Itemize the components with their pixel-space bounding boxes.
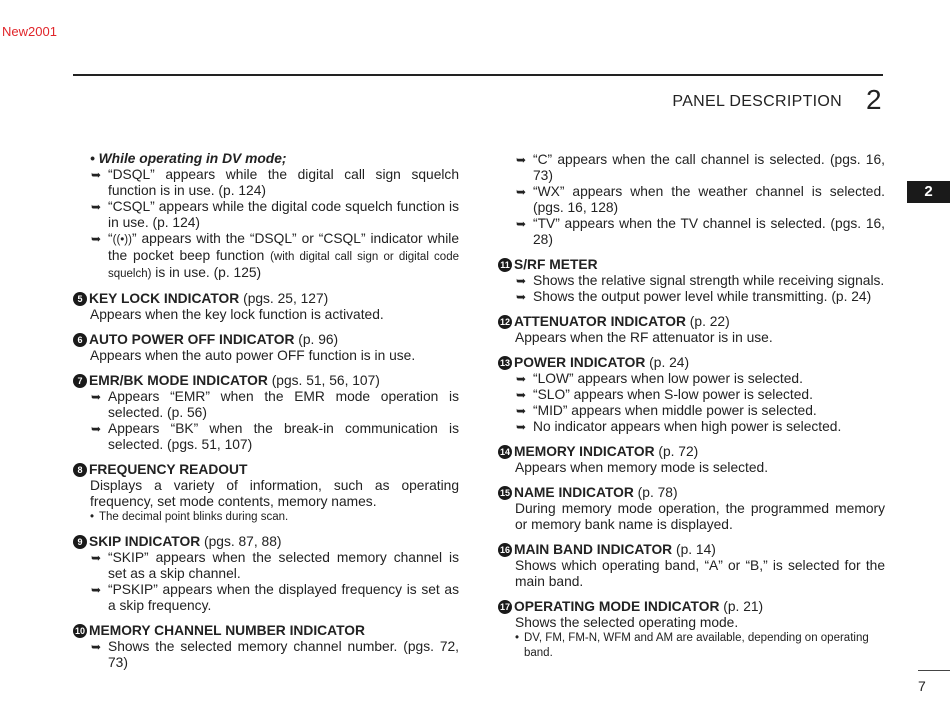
section-body: Appears when the key lock function is activated. xyxy=(90,307,384,322)
arrow-icon: ➥ xyxy=(516,388,527,402)
list-item xyxy=(498,289,885,305)
section-title: MEMORY CHANNEL NUMBER INDICATOR xyxy=(89,623,365,638)
arrow-icon: ➥ xyxy=(91,232,102,246)
pocket-beep-icon: ((•)) xyxy=(112,234,132,246)
item-text: “CSQL” appears while the digital code squelch function is in use. (p. 124) xyxy=(108,199,459,230)
section-power xyxy=(498,355,885,435)
dv-mode-section xyxy=(73,151,459,282)
section-s-rf-meter xyxy=(498,257,885,305)
list-item xyxy=(498,273,885,289)
number-badge: 14 xyxy=(499,447,510,457)
item-text: “PSKIP” appears when the displayed frequency is set as a skip frequency. xyxy=(108,582,459,613)
footer-rule xyxy=(918,670,950,671)
list-item xyxy=(73,550,459,582)
list-item xyxy=(498,387,885,403)
page-ref: (p. 72) xyxy=(658,444,699,459)
section-note: • The decimal point blinks during scan. xyxy=(90,511,289,523)
page-ref: (p. 21) xyxy=(723,599,764,614)
section-operating-mode xyxy=(498,599,885,661)
page-number: 7 xyxy=(918,678,926,694)
section-body: During memory mode operation, the programmed memory or memory bank name is displayed. xyxy=(515,501,885,532)
section-title: KEY LOCK INDICATOR xyxy=(89,291,240,306)
arrow-icon: ➥ xyxy=(516,274,527,288)
number-badge: 7 xyxy=(73,374,87,388)
item-text: Shows the selected memory channel number. (pgs. 72, 73) xyxy=(108,639,459,670)
number-badge: 12 xyxy=(499,317,510,327)
list-item xyxy=(498,403,885,419)
page-ref: (p. 96) xyxy=(298,332,339,347)
section-emr-bk xyxy=(73,373,459,453)
section-body: Displays a variety of information, such as operating frequency, set mode contents, memory names. xyxy=(90,478,459,509)
number-badge: 8 xyxy=(73,463,87,477)
item-text: “C” appears when the call channel is selected. (pgs. 16, 73) xyxy=(533,152,885,183)
page-ref: (pgs. 25, 127) xyxy=(243,291,329,306)
arrow-icon: ➥ xyxy=(516,217,527,231)
arrow-icon: ➥ xyxy=(516,420,527,434)
page-ref: (pgs. 51, 56, 107) xyxy=(271,373,380,388)
section-body: Appears when the RF attenuator is in use. xyxy=(515,330,773,345)
section-title: OPERATING MODE INDICATOR xyxy=(514,599,720,614)
section-body: Shows the selected operating mode. xyxy=(515,615,739,630)
number-badge: 11 xyxy=(498,258,512,272)
item-text: Shows the relative signal strength while receiving signals. xyxy=(533,273,885,288)
section-name xyxy=(498,485,885,533)
section-title: SKIP INDICATOR xyxy=(89,534,201,549)
right-column xyxy=(498,152,885,661)
arrow-icon: ➥ xyxy=(91,200,102,214)
page-ref: (p. 14) xyxy=(676,542,716,557)
left-column xyxy=(73,151,459,671)
section-key-lock xyxy=(73,291,459,323)
number-badge: 13 xyxy=(499,358,510,368)
list-item xyxy=(73,231,459,282)
item-text: “DSQL” appears while the digital call sign squelch function is in use. (p. 124) xyxy=(108,167,459,198)
arrow-icon: ➥ xyxy=(516,372,527,386)
section-title: MEMORY INDICATOR xyxy=(514,444,655,459)
section-title: S/RF METER xyxy=(514,257,598,272)
section-body: Appears when memory mode is selected. xyxy=(515,460,769,475)
section-title: ATTENUATOR INDICATOR xyxy=(514,314,686,329)
list-item xyxy=(498,184,885,216)
section-memory xyxy=(498,444,885,476)
section-frequency-readout xyxy=(73,462,459,525)
item-text: “MID” appears when middle power is selected. xyxy=(533,403,817,418)
list-item xyxy=(498,371,885,387)
page-ref: (p. 22) xyxy=(689,314,730,329)
list-item xyxy=(73,582,459,614)
number-badge: 17 xyxy=(499,602,510,612)
list-item xyxy=(498,419,885,435)
arrow-icon: ➥ xyxy=(91,551,102,565)
section-title: NAME INDICATOR xyxy=(514,485,634,500)
section-skip xyxy=(73,534,459,614)
list-item xyxy=(73,199,459,231)
arrow-icon: ➥ xyxy=(516,290,527,304)
page-ref: (p. 78) xyxy=(637,485,678,500)
section-main-band xyxy=(498,542,885,590)
list-item xyxy=(498,152,885,184)
item-text: No indicator appears when high power is selected. xyxy=(533,419,842,434)
header-rule xyxy=(73,74,883,76)
list-item xyxy=(73,389,459,421)
dv-mode-heading: • While operating in DV mode; xyxy=(90,151,287,166)
number-badge: 16 xyxy=(499,545,510,555)
arrow-icon: ➥ xyxy=(516,153,527,167)
section-note: • DV, FM, FM-N, WFM and AM are available, depending on operating band. xyxy=(515,632,869,659)
item-text: “TV” appears when the TV channel is selected. (pgs. 16, 28) xyxy=(533,216,885,247)
number-badge: 5 xyxy=(73,292,87,306)
number-badge: 9 xyxy=(73,535,87,549)
list-item xyxy=(498,216,885,248)
arrow-icon: ➥ xyxy=(516,404,527,418)
page-title: PANEL DESCRIPTION xyxy=(672,93,842,110)
page-ref: (pgs. 87, 88) xyxy=(204,534,282,549)
number-badge: 10 xyxy=(74,626,85,636)
arrow-icon: ➥ xyxy=(91,422,102,436)
list-item xyxy=(73,167,459,199)
page-ref: (p. 24) xyxy=(649,355,690,370)
item-text: “SKIP” appears when the selected memory channel is set as a skip channel. xyxy=(108,550,459,581)
section-body: Appears when the auto power OFF function is in use. xyxy=(90,348,416,363)
chapter-tab: 2 xyxy=(907,181,950,203)
section-attenuator xyxy=(498,314,885,346)
section-body: Shows which operating band, “A” or “B,” is selected for the main band. xyxy=(515,558,885,589)
list-item xyxy=(73,421,459,453)
number-badge: 6 xyxy=(73,333,87,347)
section-memory-channel-number xyxy=(73,623,459,671)
arrow-icon: ➥ xyxy=(516,185,527,199)
arrow-icon: ➥ xyxy=(91,583,102,597)
section-title: EMR/BK MODE INDICATOR xyxy=(89,373,268,388)
number-badge: 15 xyxy=(499,488,510,498)
channel-indicator-continuation xyxy=(498,152,885,248)
item-text: “SLO” appears when S-low power is selected. xyxy=(533,387,813,402)
arrow-icon: ➥ xyxy=(91,168,102,182)
item-text: “LOW” appears when low power is selected. xyxy=(533,371,803,386)
chapter-number: 2 xyxy=(866,84,882,115)
arrow-icon: ➥ xyxy=(91,640,102,654)
section-auto-power-off xyxy=(73,332,459,364)
section-title: POWER INDICATOR xyxy=(514,355,646,370)
section-title: AUTO POWER OFF INDICATOR xyxy=(89,332,295,347)
list-item xyxy=(73,639,459,671)
item-text: Appears “BK” when the break-in communication is selected. (pgs. 51, 107) xyxy=(108,421,459,452)
section-title: FREQUENCY READOUT xyxy=(89,462,248,477)
revision-stamp: New2001 xyxy=(2,24,57,39)
section-title: MAIN BAND INDICATOR xyxy=(514,542,673,557)
item-text: Appears “EMR” when the EMR mode operation is selected. (p. 56) xyxy=(108,389,459,420)
item-text: Shows the output power level while transmitting. (p. 24) xyxy=(533,289,872,304)
item-text: “((•))” appears with the “DSQL” or “CSQL” indicator while the pocket beep function (with digital call sign or digital code squelch) is in use. (p. 125) xyxy=(108,231,459,280)
arrow-icon: ➥ xyxy=(91,390,102,404)
item-text: “WX” appears when the weather channel is selected. (pgs. 16, 128) xyxy=(533,184,885,215)
item-note: (with digital call sign or digital code squelch) xyxy=(108,251,459,280)
